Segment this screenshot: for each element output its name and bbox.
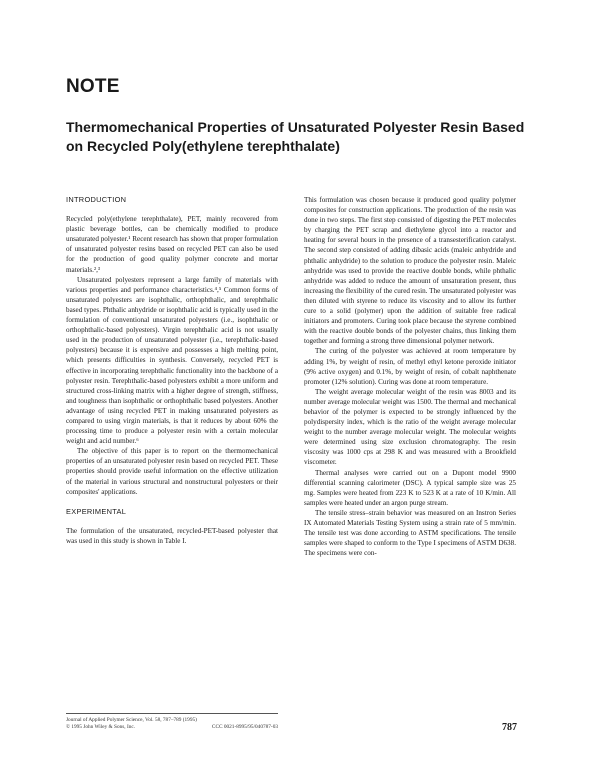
experimental-paragraph-1: The formulation of the unsaturated, recycled-PET-based polyester that was used in this study is shown in Table I. <box>66 526 278 545</box>
intro-paragraph-3: The objective of this paper is to report on the thermomechanical properties of an unsaturated polyester resin based on recycled PET. These properties should provide useful information on the effective utilization of the material in various structural and nonstructural polyesters or their composites' applications. <box>66 447 278 496</box>
footnote-copyright-row <box>66 724 278 731</box>
right-column <box>304 195 516 740</box>
intro-paragraph-2: Unsaturated polyesters represent a large family of materials with various properties and performance characteristics.⁴,⁵ Common forms of unsaturated polyesters are isophthalic, orthophthalic, and terephthalic based types. Phthalic anhydride or isophthalic acid is typically used in the formulation of conventional unsaturated polyesters (i.e., isophthalic or orthophthalic-based polyesters). Virgin terephthalic acid is not usually used in the production of unsaturated polyester (i.e., terephthalic-based polyesters) because it is expensive and possesses a high melting point, which presents difficulties in synthesis. Conversely, recycled PET is effective in incorporating terephthalic functionality into the backbone of a polyester resin. Terephthalic-based polyesters exhibit a more uniform and structured cross-linking matrix with a higher degree of strength, stiffness, and toughness than isophthalic or orthophthalic based polyesters. Another advantage of using recycled PET in making unsaturated polyesters as compared to using virgin materials, is that it reduces by about 60% the processing time to produce a polyester resin with a certain molecular weight and acid number.⁶ <box>66 275 278 446</box>
article-title: Thermomechanical Properties of Unsaturated Polyester Resin Based on Recycled Poly(ethylene terephthalate) <box>66 119 525 154</box>
note-label: NOTE <box>66 76 120 97</box>
footnote-ccc-code: CCC 0021-8995/95/040787-03 <box>211 724 278 731</box>
experimental-heading: EXPERIMENTAL <box>66 506 127 516</box>
right-paragraph-2: The curing of the polyester was achieved at room temperature by adding 1%, by weight of resin, of methyl ethyl ketone peroxide initiator (9% active oxygen) and 0.1%, by weight of resin, of cobalt naphthenate promoter (12% solution). Curing was done at room temperature. <box>304 347 516 386</box>
journal-footnote <box>66 713 278 731</box>
right-paragraph-4: Thermal analyses were carried out on a Dupont model 9900 differential scanning calorimeter (DSC). A typical sample size was 25 mg. Samples were heated from 223 K to 523 K at a rate of 10 K/min. All samples were heated under an argon purge stream. <box>304 468 516 507</box>
intro-paragraph-1: Recycled poly(ethylene terephthalate), PET, mainly recovered from plastic beverage bottles, can be chemically modified to produce unsaturated polyester.¹ Recent research has shown that proper formulation of unsaturated polyester resins based on recycled PET can also be used for the production of good quality polymer concrete and mortar materials.²,³ <box>66 215 278 274</box>
right-paragraph-5: The tensile stress–strain behavior was measured on an Instron Series IX Automated Materials Testing System using a strain rate of 5 mm/min. The tensile test was done according to ASTM specifications. The tensile samples were shaped to conform to the Type I specimens of ASTM D638. The specimens were con- <box>304 508 516 558</box>
footnote-copyright: © 1995 John Wiley & Sons, Inc. <box>66 724 136 731</box>
page-number: 787 <box>502 722 517 733</box>
footnote-citation: Journal of Applied Polymer Science, Vol. 58, 787–789 (1995) <box>66 717 197 723</box>
right-paragraph-1: This formulation was chosen because it produced good quality polymer composites for construction applications. The production of the resin was done in two steps. The first step consisted of digesting the PET molecules by charging the PET scrap and diethylene glycol into a reactor and heating for several hours in the presence of a transesterification catalyst. The second step consisted of adding dibasic acids (maleic anhydride and phthalic anhydride) to the solution to produce the polyester resin. Maleic anhydride was used to provide the reactive double bonds, while phthalic anhydride was added to reduce the amount of unsaturation present, thus increasing the flexibility of the cured resin. The unsaturated polyester was then diluted with styrene to reduce its viscosity and to allow its further cure to a solid (polymer) upon the addition of suitable free radical initiators and promoters. Curing took place because the styrene combined with the reactive double bonds of the polyester chains, thus linking them together and forming a strong three dimensional polymer network. <box>304 196 516 346</box>
introduction-heading: INTRODUCTION <box>66 195 127 204</box>
right-paragraph-3: The weight average molecular weight of the resin was 8003 and its number average molecular weight was 1500. The thermal and mechanical behavior of the polymer is expected to be strongly influenced by the polydispersity index, which is the ratio of the weight average molecular weight to the number average molecular weight. The molecular weights were determined using size exclusion chromatography. The resin viscosity was 1000 cps at 298 K and was measured with a Brookfield viscometer. <box>304 387 516 467</box>
left-column <box>66 195 278 740</box>
